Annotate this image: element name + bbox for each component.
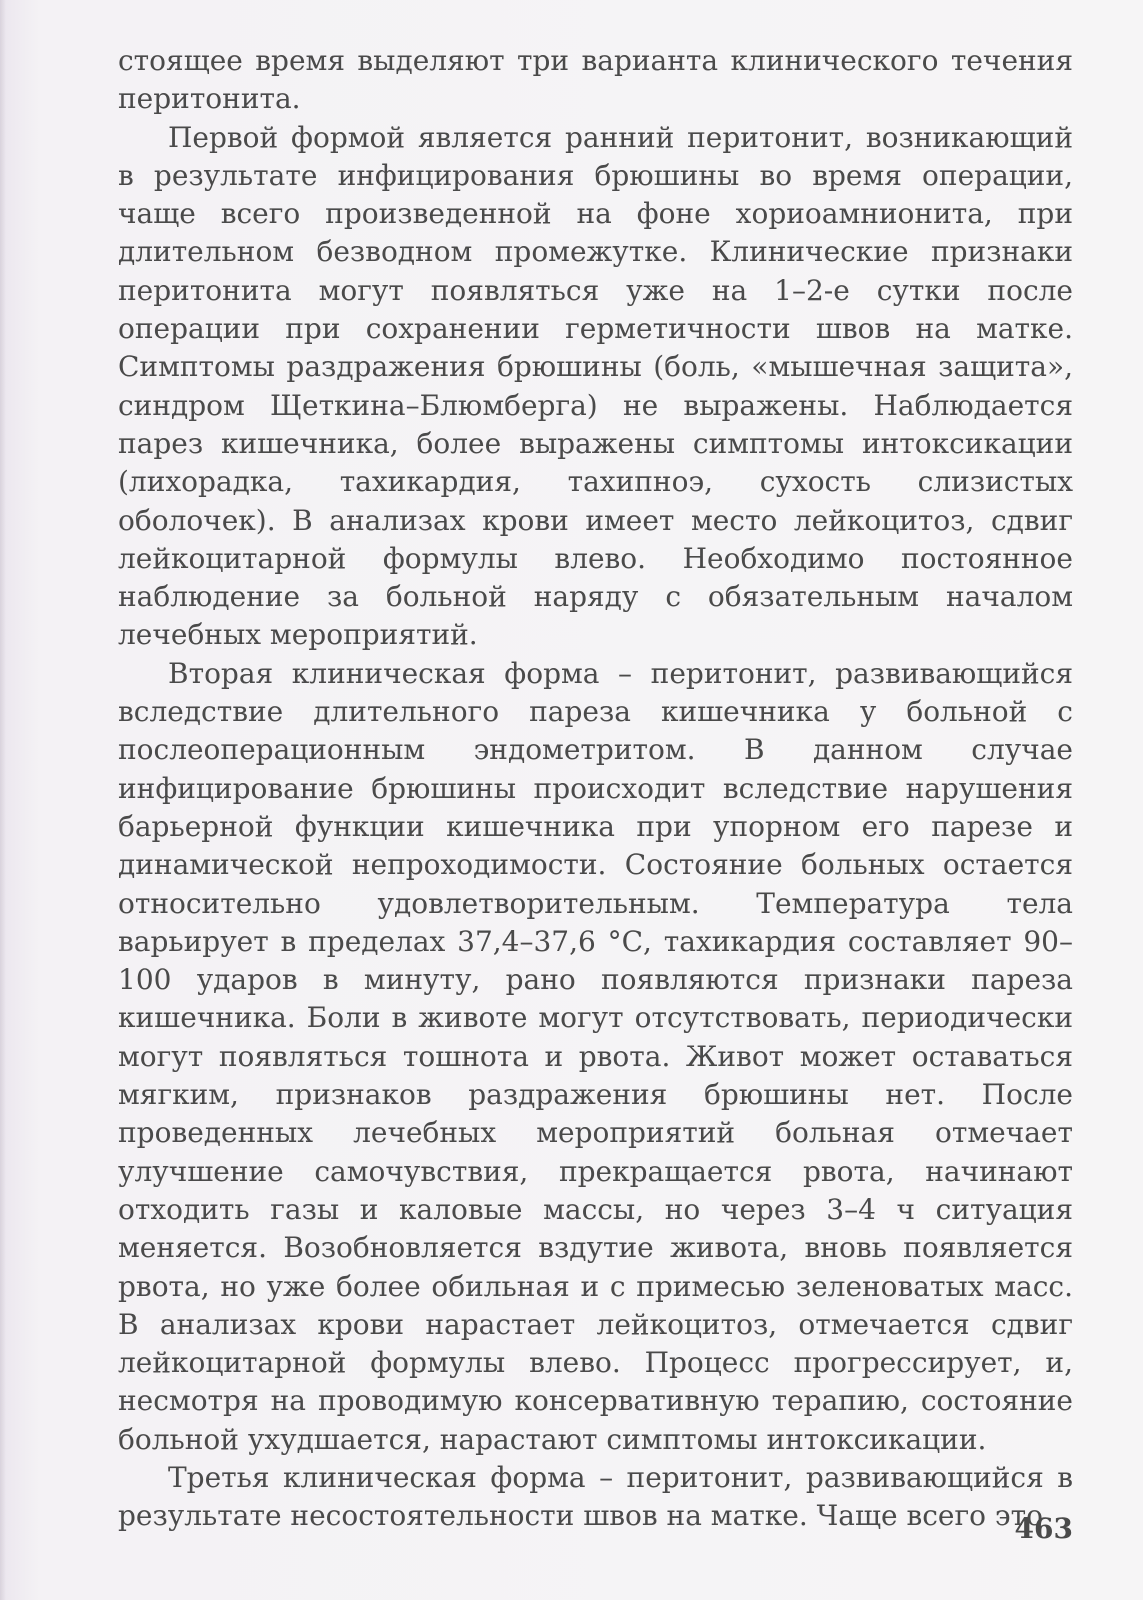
- body-text: [118, 42, 1073, 1536]
- paragraph-continuation: стоящее время выделяют три варианта клинического течения перитонита.: [118, 44, 1073, 116]
- paragraph-third-form: Третья клиническая форма – перитонит, развивающийся в результате несостоятельности швов на матке. Чаще всего это: [118, 1460, 1073, 1533]
- page-number: 463: [1014, 1512, 1073, 1545]
- page-edge-shadow: [0, 0, 6, 1600]
- paragraph-second-form: Вторая клиническая форма – перитонит, развивающийся вследствие длительного пареза кишечника у больной с послеоперационным эндометритом. В данном случае инфицирование брюшины происходит вследствие нарушения барьерной функции кишечника при упорном его парезе и динамической непроходимости. Состояние больных остается относительно удовлетворительным. Температура тела варьирует в пределах 37,4–37,6 °С, тахикардия составляет 90–100 ударов в минуту, рано появляются признаки пареза кишечника. Боли в животе могут отсутствовать, периодически могут появляться тошнота и рвота. Живот может оставаться мягким, признаков раздражения брюшины нет. После проведенных лечебных мероприятий больная отмечает улучшение самочувствия, прекращается рвота, начинают отходить газы и каловые массы, но через 3–4 ч ситуация меняется. Возобновляется вздутие живота, вновь появляется рвота, но уже более обильная и с примесью зеленоватых масс. В анализах крови нарастает лейкоцитоз, отмечается сдвиг лейкоцитарной формулы влево. Процесс прогрессирует, и, несмотря на проводимую консервативную терапию, состояние больной ухудшается, нарастают симптомы интоксикации.: [118, 656, 1073, 1456]
- paragraph-early-peritonitis: Первой формой является ранний перитонит, возникающий в результате инфицирования брюшины во время операции, чаще всего произведенной на фоне хориоамнионита, при длительном безводном промежутке. Клинические признаки перитонита могут появляться уже на 1–2-е сутки после операции при сохранении герметичности швов на матке. Симптомы раздражения брюшины (боль, «мышечная защита», синдром Щеткина–Блюмберга) не выражены. Наблюдается парез кишечника, более выражены симптомы интоксикации (лихорадка, тахикардия, тахипноэ, сухость слизистых оболочек). В анализах крови имеет место лейкоцитоз, сдвиг лейкоцитарной формулы влево. Необходимо постоянное наблюдение за больной наряду с обязательным началом лечебных мероприятий.: [118, 120, 1073, 652]
